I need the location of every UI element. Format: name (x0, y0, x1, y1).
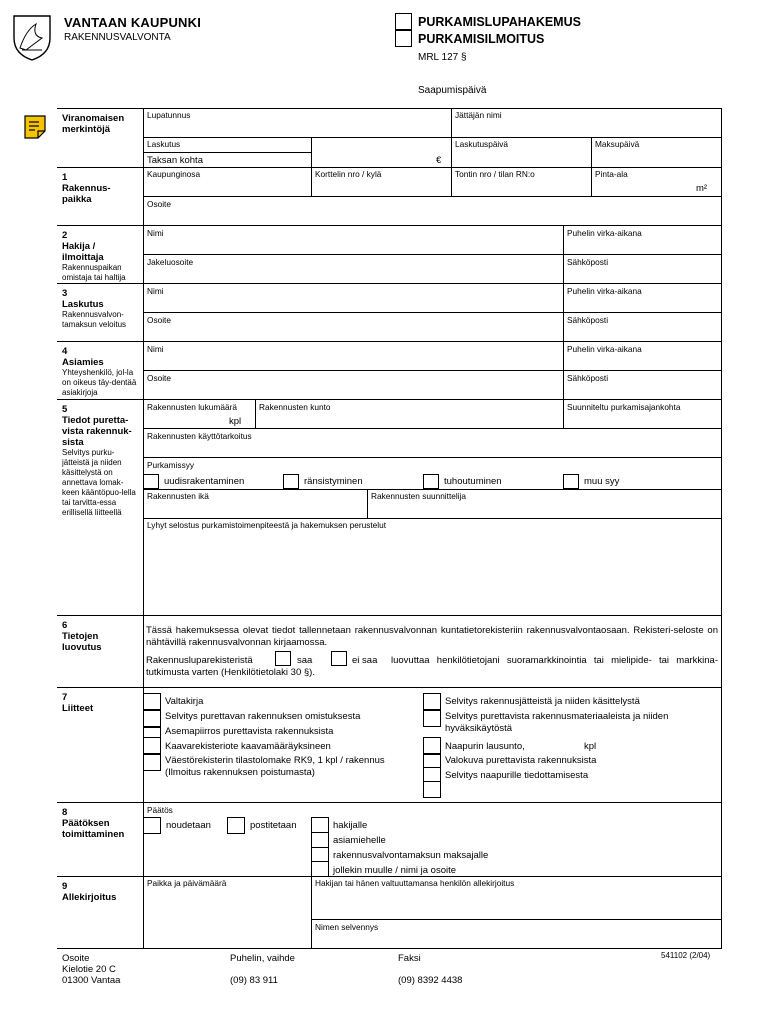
register-label: Rakennusluparekisteristä (146, 655, 253, 666)
may-disclose-label: saa (297, 655, 313, 666)
form-code: 541102 (2/04) (661, 951, 711, 960)
invoicing-phone-label: Puhelin virka-aikana (567, 286, 642, 296)
department-name: RAKENNUSVALVONTA (64, 32, 171, 43)
post-checkbox[interactable] (227, 817, 245, 834)
reason-other-label: muu syy (584, 476, 620, 487)
attachment-label: Naapurin lausunto, (445, 741, 525, 752)
description-label: Lyhyt selostus purkamistoimenpiteestä ja hakemuksen perustelut (147, 520, 387, 530)
neighbor-statement-unit: kpl (584, 741, 597, 752)
site-address-label: Osoite (147, 199, 171, 209)
buildings-section-number: 5 (62, 404, 68, 415)
pickup-checkbox[interactable] (143, 817, 161, 834)
arrival-date-label: Saapumispäivä (418, 85, 487, 96)
attachment-label: Väestörekisterin tilastolomake RK9, 1 kpl / rakennus (Ilmoitus rakennuksen poistumasta) (165, 755, 385, 778)
city-crest-logo (12, 14, 52, 62)
decision-label: Päätös (147, 805, 173, 815)
footer-phone (230, 953, 295, 986)
applicant-name-label: Nimi (147, 228, 164, 238)
buildings-section-subtitle: Selvitys purku-jätteistä ja niiden käsittelystä on annettava lomak-keen kääntöpuo-lella tai tarvitta-essa erillisellä liitteellä (62, 448, 136, 517)
agent-address-label: Osoite (147, 373, 171, 383)
notice-checkbox[interactable] (395, 30, 412, 47)
footer-postal-code: 01300 Vantaa (62, 975, 121, 986)
title-permit: PURKAMISLUPAHAKEMUS (418, 15, 581, 29)
applicant-section-subtitle: Rakennuspaikan omistaja tai haltija (62, 263, 126, 282)
signature-section-title (62, 881, 142, 903)
attachment-label: Asemapiirros purettavista rakennuksista (165, 726, 334, 737)
billing-label: Laskutus (147, 139, 181, 149)
attachment-label: Kaavarekisteriote kaavamääräyksineen (165, 741, 331, 752)
footer-street: Kielotie 20 C (62, 964, 116, 975)
attachment-label: Selvitys purettavan rakennuksen omistuksesta (165, 711, 361, 722)
decision-section-number: 8 (62, 807, 68, 818)
attachment-label: Selvitys rakennusjätteistä ja niiden käsittelystä (445, 696, 640, 707)
site-section-number: 1 (62, 172, 68, 183)
footer-fax (398, 953, 462, 986)
note-icon (24, 115, 46, 139)
signature-section-number: 9 (62, 881, 68, 892)
signature-label: Hakijan tai hänen valtuuttamansa henkilön allekirjoitus (315, 878, 515, 888)
recipient-label: jollekin muulle / nimi ja osoite (333, 865, 457, 876)
title-notice: PURKAMISILMOITUS (418, 32, 545, 46)
submitter-label: Jättäjän nimi (455, 110, 502, 120)
disclosure-section-number: 6 (62, 620, 68, 631)
buildings-section-heading: Tiedot puretta-vista rakennuk-sista (62, 415, 132, 448)
attachments-section-title (62, 692, 142, 714)
site-section-title (62, 172, 140, 205)
agent-name-label: Nimi (147, 344, 164, 354)
agent-section-heading: Asiamies (62, 357, 104, 368)
reason-new-construction-label: uudisrakentaminen (164, 476, 245, 487)
footer-phone-label: Puhelin, vaihde (230, 953, 295, 964)
invoicing-section-heading: Laskutus (62, 299, 104, 310)
recipient-label: asiamiehelle (333, 835, 386, 846)
applicant-section-heading: Hakija / ilmoittaja (62, 241, 104, 263)
permit-application-checkbox[interactable] (395, 13, 412, 30)
reason-decay-checkbox[interactable] (283, 474, 299, 489)
district-label: Kaupunginosa (147, 169, 201, 179)
site-section-heading: Rakennus-paikka (62, 183, 111, 205)
area-unit: m² (696, 183, 708, 194)
attachment-checkbox[interactable] (143, 693, 161, 710)
billing-date-label: Laskutuspäivä (455, 139, 509, 149)
invoicing-section-number: 3 (62, 288, 68, 299)
attachment-checkbox[interactable] (423, 710, 441, 727)
pickup-label: noudetaan (166, 820, 211, 831)
attachment-checkbox[interactable] (143, 710, 161, 727)
plot-label: Tontin nro / tilan RN:o (455, 169, 535, 179)
invoicing-name-label: Nimi (147, 286, 164, 296)
invoicing-section-subtitle: Rakennusvalvon-tamaksun veloitus (62, 310, 127, 329)
area-label: Pinta-ala (595, 169, 628, 179)
building-count-unit: kpl (229, 416, 242, 427)
footer-fax-label: Faksi (398, 953, 421, 964)
attachment-label: Valokuva purettavista rakennuksista (445, 755, 597, 766)
invoicing-address-label: Osoite (147, 315, 171, 325)
attachments-section-number: 7 (62, 692, 68, 703)
building-use-label: Rakennusten käyttötarkoitus (147, 431, 252, 441)
applicant-email-label: Sähköposti (567, 257, 609, 267)
decision-section-title (62, 807, 142, 840)
recipient-label: rakennusvalvontamaksun maksajalle (333, 850, 489, 861)
tariff-label: Taksan kohta (147, 155, 203, 166)
attachments-section-heading: Liitteet (62, 703, 94, 714)
attachment-label: Selvitys naapurille tiedottamisesta (445, 770, 589, 781)
place-date-label: Paikka ja päivämäärä (147, 878, 227, 888)
building-condition-label: Rakennusten kunto (259, 402, 331, 412)
reason-new-construction-checkbox[interactable] (143, 474, 159, 489)
authority-section-title: Viranomaisen merkintöjä (62, 113, 125, 135)
may-not-disclose-label: ei saa (352, 655, 378, 666)
agent-section-subtitle: Yhteyshenkilö, jol-la on oikeus täy-dentää asiakirjoja (62, 368, 137, 397)
footer-address-label: Osoite (62, 953, 90, 964)
planned-time-label: Suunniteltu purkamisajankohta (567, 402, 681, 412)
buildings-section-title (62, 404, 142, 518)
applicant-section-number: 2 (62, 230, 68, 241)
city-name: VANTAAN KAUPUNKI (64, 15, 202, 30)
block-label: Korttelin nro / kylä (315, 169, 382, 179)
attachment-label: Selvitys purettavista rakennusmateriaaleista ja niiden hyväksikäytöstä (445, 711, 669, 734)
name-clarification-label: Nimen selvennys (315, 922, 379, 932)
signature-section-heading: Allekirjoitus (62, 892, 117, 903)
building-age-label: Rakennusten ikä (147, 491, 209, 501)
agent-section-number: 4 (62, 346, 68, 357)
applicant-section-title (62, 230, 142, 283)
disclosure-text: Tässä hakemuksessa olevat tiedot tallennetaan rakennusvalvonnan kuntatietorekisteriin rakennusvalvontaosaan. Rekisteri-seloste on nähtävillä rakennusvalvonnan kirjaamossa. (146, 625, 718, 648)
invoicing-email-label: Sähköposti (567, 315, 609, 325)
post-label: postitetaan (250, 820, 297, 831)
payment-date-label: Maksupäivä (595, 139, 640, 149)
attachment-checkbox[interactable] (423, 693, 441, 710)
attachment-checkbox[interactable] (143, 737, 161, 754)
recipient-checkbox[interactable] (311, 861, 329, 877)
agent-email-label: Sähköposti (567, 373, 609, 383)
permit-no-label: Lupatunnus (147, 110, 191, 120)
agent-phone-label: Puhelin virka-aikana (567, 344, 642, 354)
attachment-label: Valtakirja (165, 696, 204, 707)
law-reference: MRL 127 § (418, 52, 467, 63)
reason-destroyed-checkbox[interactable] (423, 474, 439, 489)
reason-other-checkbox[interactable] (563, 474, 579, 489)
agent-section-title (62, 346, 142, 398)
footer-phone-number: (09) 83 911 (230, 975, 278, 986)
decision-section-heading: Päätöksen toimittaminen (62, 818, 125, 840)
disclosure-section-heading: Tietojen luovutus (62, 631, 102, 653)
footer-fax-number: (09) 8392 4438 (398, 975, 463, 986)
attachment-other-checkbox[interactable] (423, 781, 441, 798)
disclosure-section-title (62, 620, 142, 653)
footer-address (62, 953, 120, 986)
reason-decay-label: ränsistyminen (304, 476, 363, 487)
invoicing-section-title (62, 288, 142, 330)
attachment-checkbox[interactable] (423, 737, 441, 754)
attachment-checkbox[interactable] (143, 754, 161, 771)
building-designer-label: Rakennusten suunnittelija (371, 491, 467, 501)
applicant-phone-label: Puhelin virka-aikana (567, 228, 642, 238)
recipient-label: hakijalle (333, 820, 368, 831)
euro-sign: € (436, 155, 442, 166)
demolition-reason-label: Purkamissyy (147, 460, 195, 470)
reason-destroyed-label: tuhoutuminen (444, 476, 502, 487)
disclosure-purpose-text: luovuttaa henkilötietojani suoramarkkinointia tai mielipide- tai markkina-tutkimusta varten (Henkilötietolaki 30 §). (146, 655, 718, 678)
building-count-label: Rakennusten lukumäärä (147, 402, 237, 412)
applicant-postal-label: Jakeluosoite (147, 257, 194, 267)
